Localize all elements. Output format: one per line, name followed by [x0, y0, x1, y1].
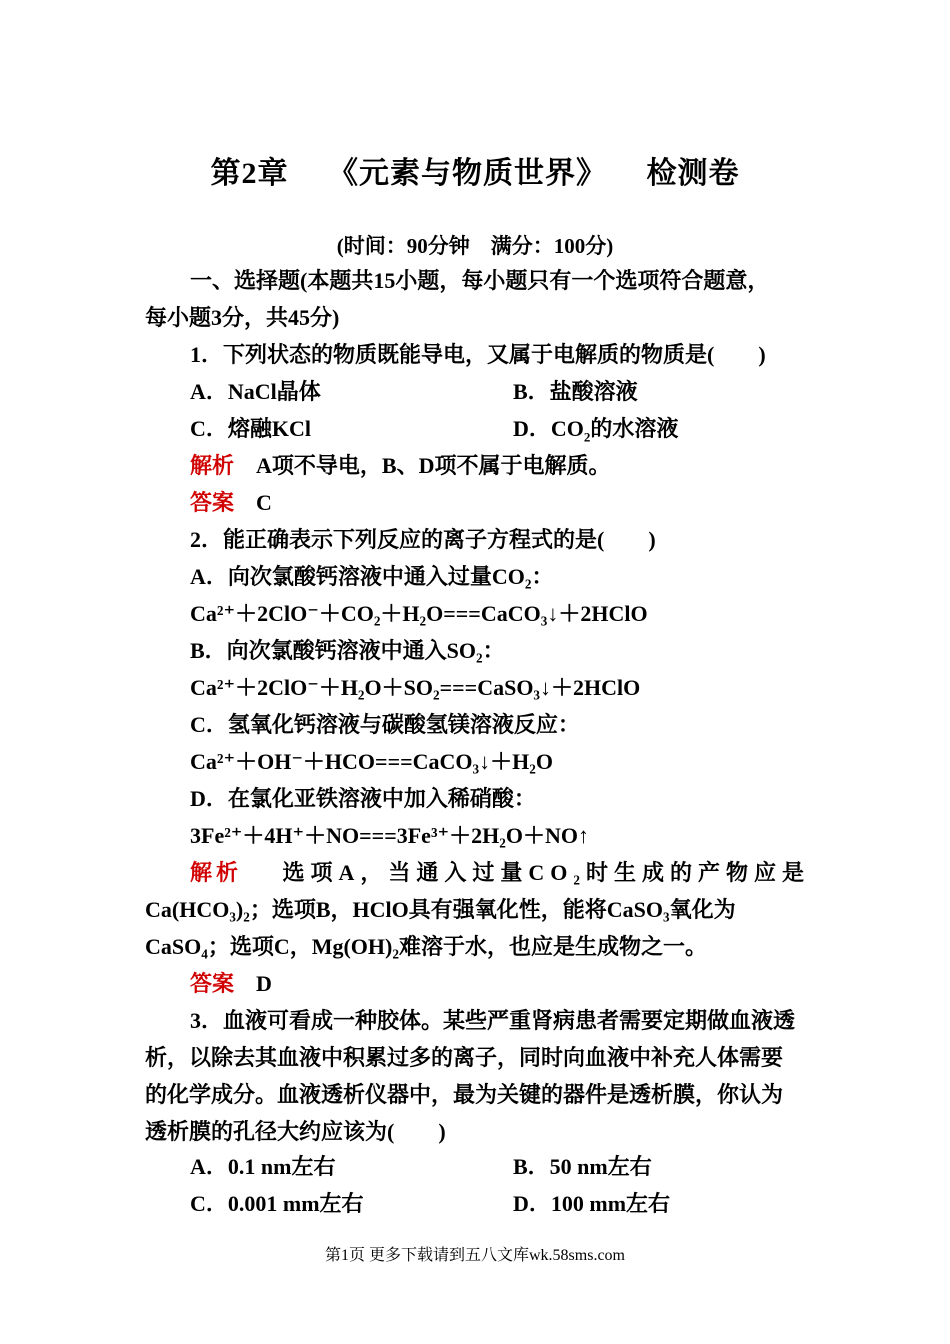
- q2-equation-d: 3Fe²⁺＋4H⁺＋NO===3Fe³⁺＋2H₂O＋NO↑: [190, 823, 589, 848]
- answer-value: C: [256, 490, 272, 515]
- q2-stem: 2．能正确表示下列反应的离子方程式的是( ): [190, 527, 656, 552]
- q2-analysis-cont: Ca(HCO₃)₂；选项B，HClO具有强氧化性，能将CaSO₃氧化为: [145, 897, 736, 922]
- q2-equation-a: Ca²⁺＋2ClO⁻＋CO₂＋H₂O===CaCO₃↓＋2HClO: [190, 601, 648, 626]
- q3-option-b: B．50 nm左右: [513, 1154, 652, 1179]
- q2-option-c: C．氢氧化钙溶液与碳酸氢镁溶液反应：: [190, 712, 580, 737]
- q1-stem: 1．下列状态的物质既能导电，又属于电解质的物质是( ): [190, 342, 766, 367]
- page-title: [0, 148, 950, 192]
- q2-answer: [190, 969, 810, 999]
- q1-answer: [190, 488, 810, 518]
- q1-options-row1: [190, 377, 810, 407]
- q2-option-d: D．在氯化亚铁溶液中加入稀硝酸：: [190, 786, 536, 811]
- q2-equation-c: Ca²⁺＋OH⁻＋HCO===CaCO₃↓＋H₂O: [190, 749, 553, 774]
- exam-title: 检测卷: [646, 157, 740, 190]
- q2-option-a: A．向次氯酸钙溶液中通入过量CO₂：: [190, 564, 554, 589]
- q3-option-a: A．0.1 nm左右: [190, 1154, 336, 1179]
- answer-value: D: [256, 971, 272, 996]
- section-heading: 一、选择题(本题共15小题，每小题只有一个选项符合题意，: [190, 268, 770, 293]
- q2-equation-b: Ca²⁺＋2ClO⁻＋H₂O＋SO₂===CaSO₃↓＋2HClO: [190, 675, 641, 700]
- analysis-text: 选项A，当通入过量CO₂时生成的产物应是: [282, 860, 810, 885]
- q1-options-row2: [190, 414, 810, 444]
- q1-option-c: C．熔融KCl: [190, 416, 312, 441]
- analysis-label: 解析: [190, 453, 235, 478]
- q1-option-d: D．$CO_2$的水溶液: [513, 416, 679, 445]
- book-title: 《元素与物质世界》: [328, 157, 607, 190]
- analysis-label: 解析: [190, 860, 243, 885]
- chapter-number: 第2章: [210, 157, 289, 190]
- q1-option-a: A．NaCl晶体: [190, 379, 321, 404]
- q1-analysis: [190, 451, 810, 481]
- answer-label: 答案: [190, 971, 235, 996]
- answer-label: 答案: [190, 490, 235, 515]
- q3-option-d: D．100 mm左右: [513, 1191, 671, 1216]
- section-heading-cont: 每小题3分，共45分): [145, 305, 340, 330]
- q1-option-b: B．盐酸溶液: [513, 379, 638, 404]
- q3-option-c: C．0.001 mm左右: [190, 1191, 364, 1216]
- q3-stem-cont: 析，以除去其血液中积累过多的离子，同时向血液中补充人体需要: [145, 1045, 784, 1070]
- q3-stem-cont2: 的化学成分。血液透析仪器中，最为关键的器件是透析膜，你认为: [145, 1082, 784, 1107]
- q2-analysis: [190, 858, 810, 888]
- q3-options-row1: [190, 1152, 810, 1182]
- q2-analysis-cont2: CaSO₄；选项C，Mg(OH)₂难溶于水，也应是生成物之一。: [145, 934, 707, 959]
- q3-options-row2: [190, 1189, 810, 1219]
- exam-meta: (时间：90分钟 满分：100分): [336, 234, 614, 258]
- q2-option-b: B．向次氯酸钙溶液中通入SO₂：: [190, 638, 505, 663]
- analysis-text: A项不导电，B、D项不属于电解质。: [256, 453, 611, 478]
- page-footer: 第1页 更多下载请到五八文库wk.58sms.com: [324, 1247, 625, 1264]
- q3-stem-cont3: 透析膜的孔径大约应该为( ): [145, 1119, 446, 1144]
- q3-stem: 3．血液可看成一种胶体。某些严重肾病患者需要定期做血液透: [190, 1008, 796, 1033]
